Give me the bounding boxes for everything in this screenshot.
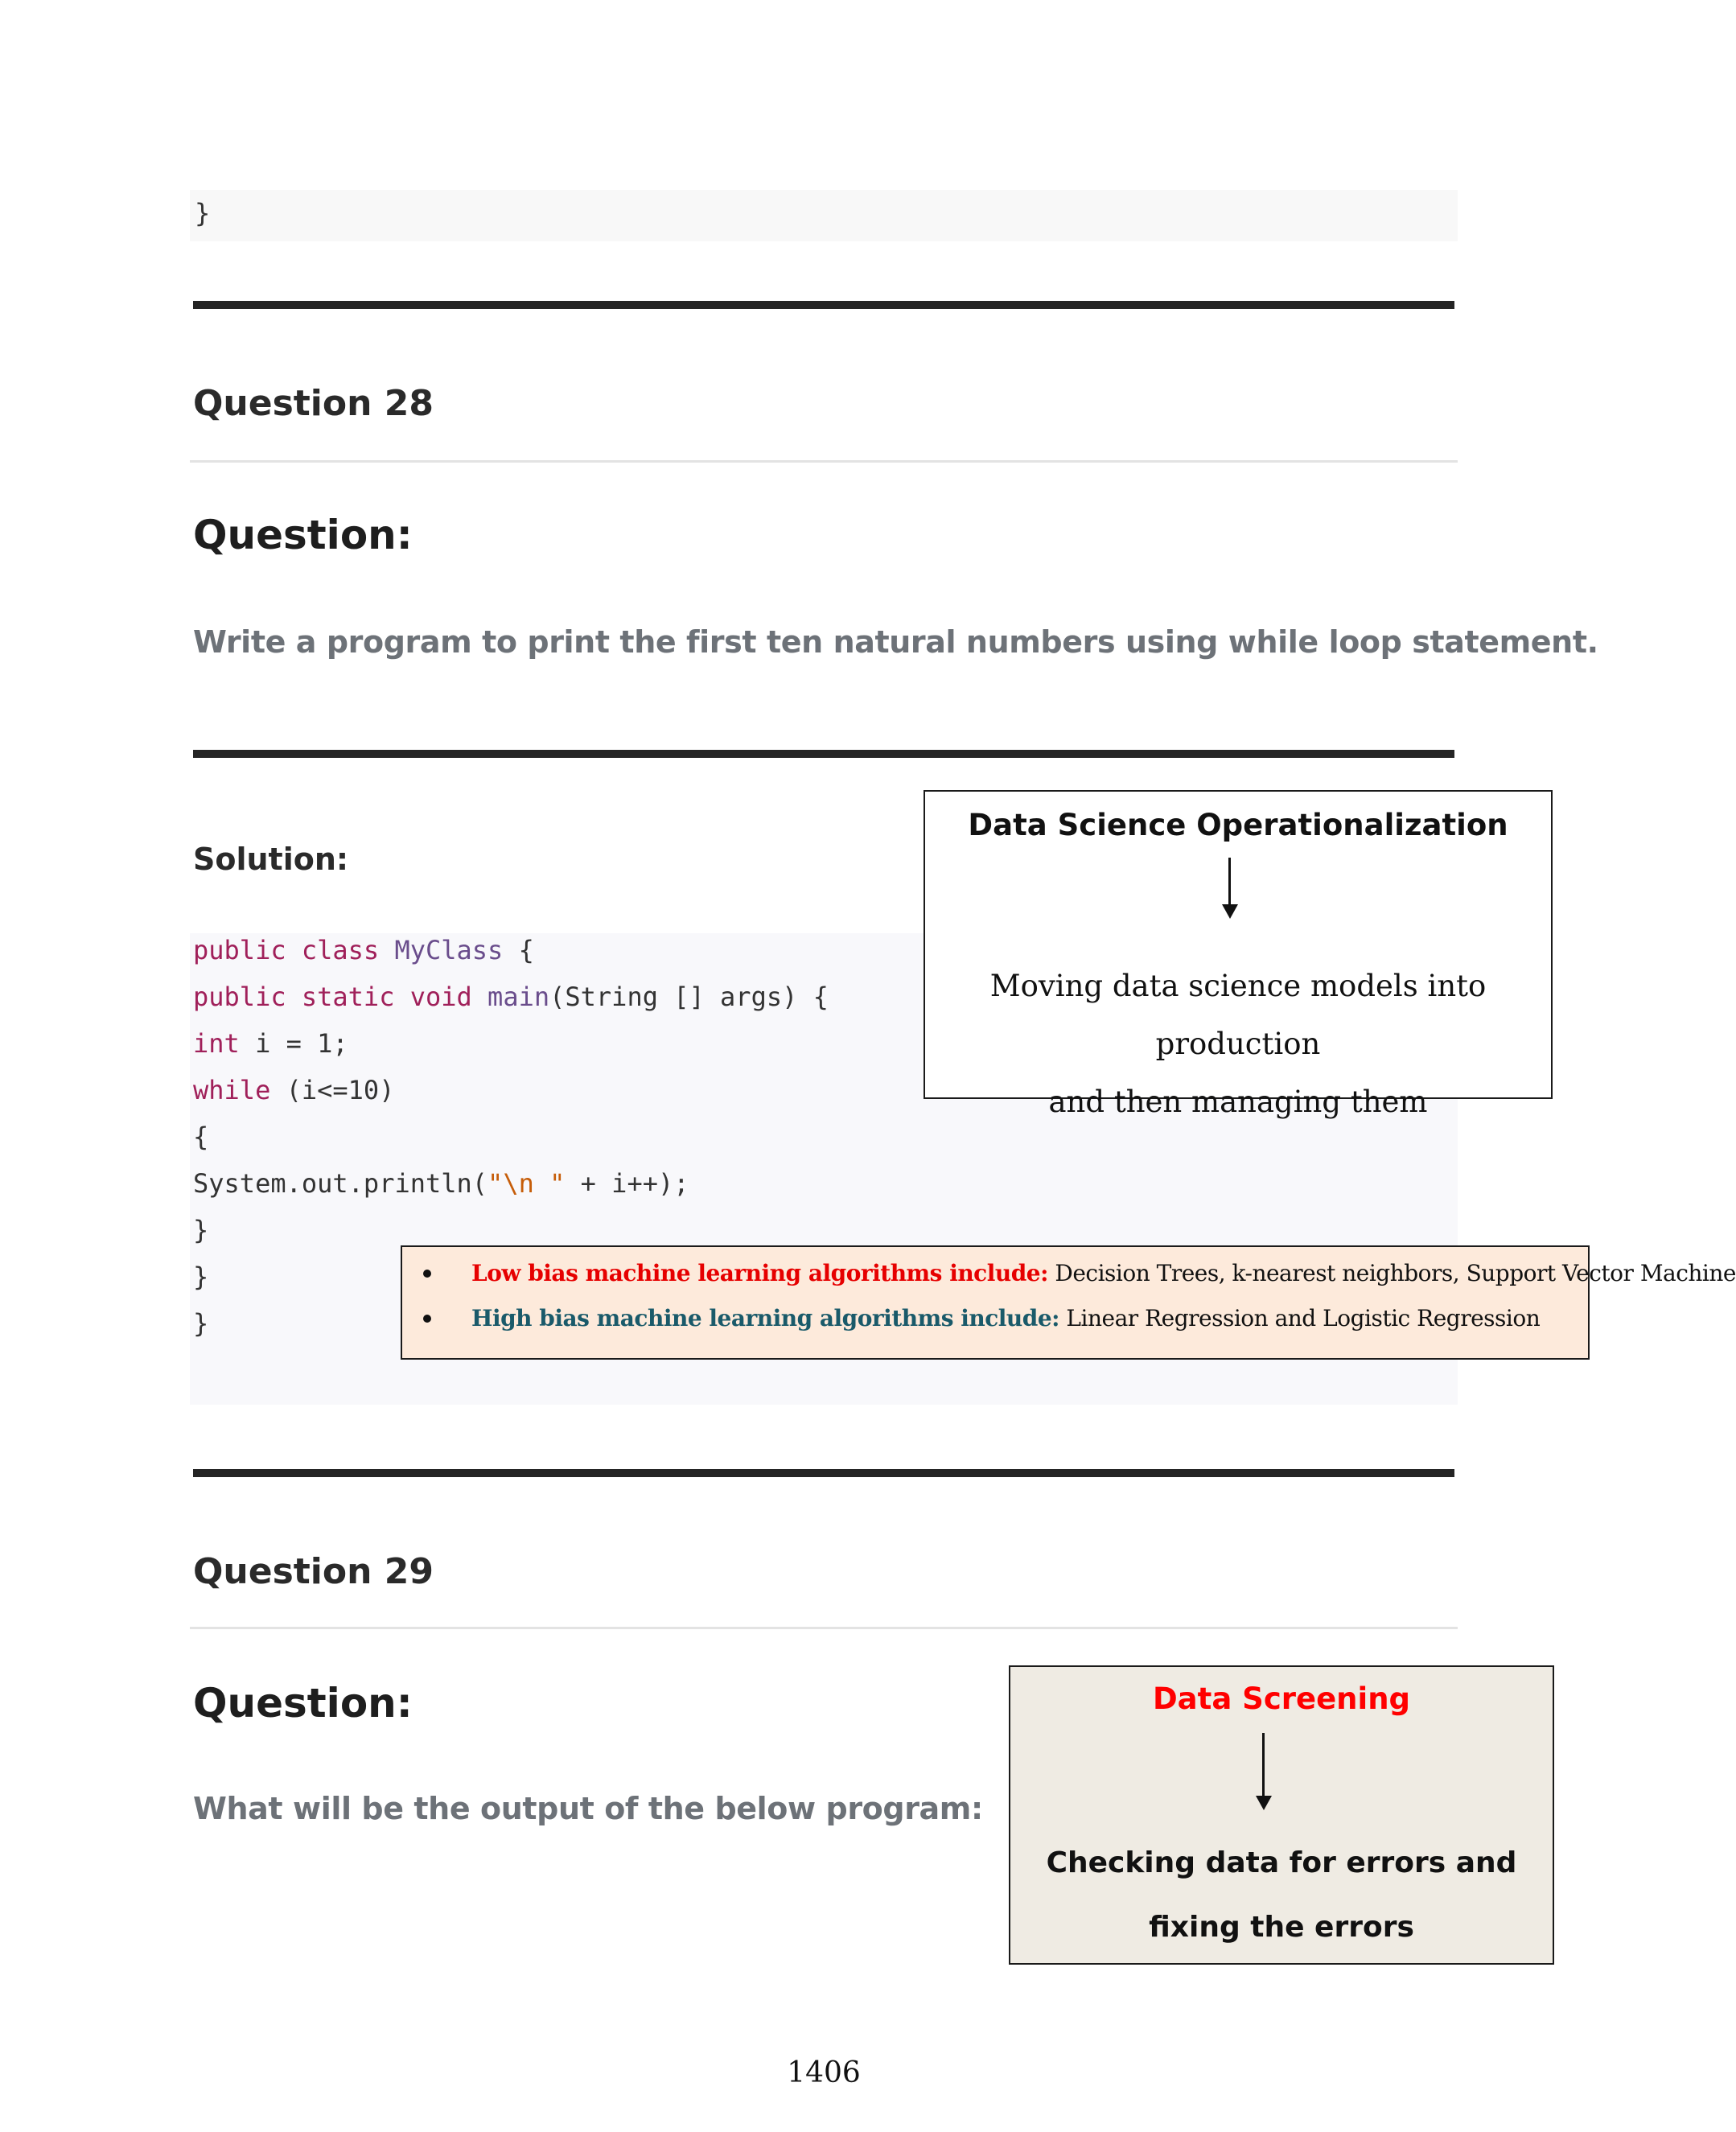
code-line-7: } xyxy=(193,1215,209,1245)
section-divider xyxy=(193,750,1454,758)
section-divider xyxy=(193,301,1454,309)
question-28-heading: Question 28 xyxy=(193,383,434,424)
question-29-prompt: What will be the output of the below program: xyxy=(193,1791,983,1826)
data-screening-box xyxy=(1009,1665,1554,1965)
code-line-9: } xyxy=(193,1308,209,1339)
code-line-3: int i = 1; xyxy=(193,1028,348,1059)
dso-description: Moving data science models into production and then managing them xyxy=(989,969,1487,1119)
code-line-6: System.out.println("\n " + i++); xyxy=(193,1168,689,1199)
code-line-1: public class MyClass { xyxy=(193,935,534,965)
data-science-operationalization-box xyxy=(924,790,1553,1119)
arrow-head-icon xyxy=(1256,1796,1272,1810)
code-line-4: while (i<=10) xyxy=(193,1075,395,1105)
question-label: Question: xyxy=(193,1680,413,1727)
data-screening-description: Checking data for errors and fixing the errors xyxy=(1046,1846,1517,1944)
page-number: 1406 xyxy=(787,2056,861,2089)
bullet-icon xyxy=(423,1315,431,1323)
down-arrow-icon xyxy=(1228,858,1231,906)
heading-underline xyxy=(190,1627,1458,1629)
heading-underline xyxy=(190,460,1458,463)
bias-algorithms-box: Low bias machine learning algorithms include: Decision Trees, k-nearest neighbors, Support Vector Machine High bias machine learning algorithms include: Linear Regression and Logistic Regression xyxy=(401,1245,1590,1360)
question-29-heading: Question 29 xyxy=(193,1551,434,1592)
question-28-prompt: Write a program to print the first ten natural numbers using while loop statement. xyxy=(193,624,1598,660)
code-line-5: { xyxy=(193,1122,209,1152)
data-screening-title: Data Screening xyxy=(1152,1681,1411,1716)
solution-label: Solution: xyxy=(193,842,349,877)
closing-brace: } xyxy=(195,198,211,228)
down-arrow-icon xyxy=(1262,1733,1265,1797)
code-line-8: } xyxy=(193,1262,209,1292)
arrow-head-icon xyxy=(1222,904,1238,919)
question-label: Question: xyxy=(193,512,413,558)
code-line-2: public static void main(String [] args) { xyxy=(193,982,829,1012)
dso-title: Data Science Operationalization xyxy=(968,808,1508,842)
code-block-continuation xyxy=(190,190,1458,241)
section-divider xyxy=(193,1469,1454,1477)
bullet-icon xyxy=(423,1270,431,1278)
